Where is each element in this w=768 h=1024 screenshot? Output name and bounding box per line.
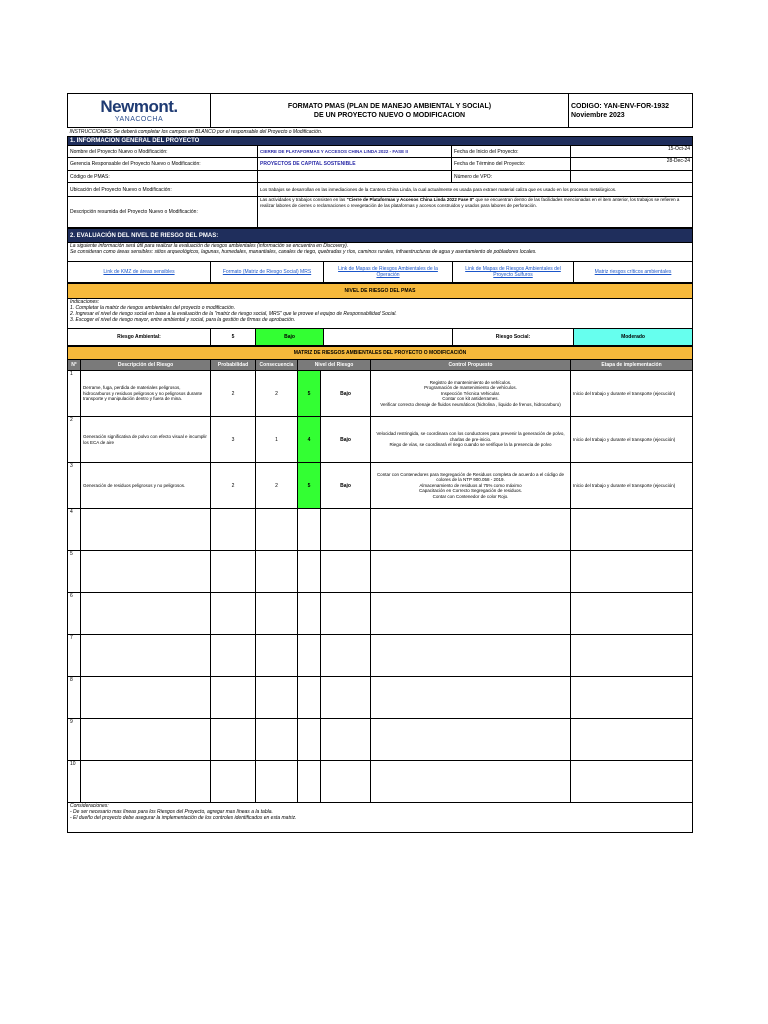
control-line: Programación de mantenimiento de vehículos. [424, 385, 517, 391]
risk-level-text: Bajo [321, 417, 371, 463]
ind-title: Indicaciones: [70, 299, 100, 305]
consequence-cell[interactable] [256, 761, 298, 803]
table-row [68, 593, 693, 635]
control-cell[interactable] [371, 463, 571, 509]
control-cell[interactable] [371, 761, 571, 803]
row-number: 8 [68, 677, 81, 719]
control-line: Registro de mantenimiento de vehículos. [429, 379, 512, 385]
table-row [68, 677, 693, 719]
env-risk-value[interactable]: 5 [211, 329, 256, 346]
col-stage: Etapa de implementación [571, 360, 693, 371]
description-pre: Las actividades y trabajos consisten en las [260, 197, 347, 202]
control-cell[interactable] [371, 635, 571, 677]
notes [68, 803, 693, 833]
section1-table [67, 128, 693, 228]
management-label: Gerencia Responsable del Proyecto Nuevo o Modificación: [68, 158, 258, 171]
risk-level-text[interactable] [321, 551, 371, 593]
location-label: Ubicación del Proyecto Nuevo o Modificación: [68, 183, 258, 197]
row-number: 10 [68, 761, 81, 803]
form-header [67, 93, 693, 128]
probability-cell[interactable] [211, 719, 256, 761]
col-description: Descripción del Riesgo [81, 360, 211, 371]
stage-cell[interactable] [571, 719, 693, 761]
control-line: Contar con Contenedores para Segregación de Residuos completa de acuerdo a el código de colores de la NTP 900.058 - 2019. [376, 471, 565, 483]
section2-title: 2. EVALUACIÓN DEL NIVEL DE RIESGO DEL PMAS: [68, 229, 693, 243]
info-line2: Se consideran como áreas sensibles: sitios arqueológicos, lagunas, humedales, manantiales, canales de riego, quebradas y ríos, caminos rurales, infraestructuras de agua y asentamiento de pobladores locales. [70, 249, 537, 255]
row-number: 5 [68, 551, 81, 593]
matrix-body [68, 371, 693, 803]
stage-cell[interactable]: Inicio del trabajo y durante el transporte (ejecución) [571, 463, 693, 509]
row-number: 4 [68, 509, 81, 551]
row-number: 1 [68, 371, 81, 417]
vpo-label: Número de VPO: [452, 171, 571, 183]
table-row [68, 719, 693, 761]
env-risk-label: Riesgo Ambiental: [68, 329, 211, 346]
risk-description[interactable] [81, 509, 211, 551]
stage-cell[interactable]: Inicio del trabajo y durante el transporte (ejecución) [571, 371, 693, 417]
control-line: Capacitación en Correcto Segregación de residuos. [418, 488, 523, 494]
code-date: Noviembre 2023 [571, 111, 625, 119]
title-line1: FORMATO PMAS (PLAN DE MANEJO AMBIENTAL Y SOCIAL) [287, 102, 492, 110]
section2-table [67, 228, 693, 283]
risk-level-text[interactable] [321, 593, 371, 635]
risk-level-table [67, 283, 693, 346]
management-value[interactable]: PROYECTOS DE CAPITAL SOSTENIBLE [258, 158, 452, 171]
env-risk-level: Bajo [256, 329, 324, 346]
risk-level-text: Bajo [321, 371, 371, 417]
code-text: CODIGO: YAN-ENV-FOR-1932 [571, 102, 670, 110]
control-line: Velocidad restringida, se coordinara con los conductores para prevenir la generación de polvo, charlas de pre-inicio. [376, 431, 565, 442]
vpo-value[interactable] [571, 171, 693, 183]
control-cell[interactable] [371, 417, 571, 463]
risk-description[interactable] [81, 593, 211, 635]
control-line: Contar con kit antiderrames. [442, 396, 499, 402]
risk-level-text[interactable] [321, 719, 371, 761]
location-value[interactable]: Los trabajos se desarrollan en las inmediaciones de la Cantera China Linda, la cual actualmente es usada para extraer material caliza que es usado en los procesos metalúrgicos. [258, 183, 693, 197]
link-operation-maps[interactable]: Link de Mapas de Riesgos Ambientales de la Operación [324, 262, 453, 283]
control-cell[interactable] [371, 509, 571, 551]
description-post: que se encuentran dentro de las facilidades mencionadas en el item anterior, los trabajos se refieren a realizar labores de cierres o reclamaciones o revegetación de las plataformas y accesos construidos y usados para labores de perforación. [260, 197, 680, 208]
consequence-cell[interactable] [256, 635, 298, 677]
probability-cell[interactable] [211, 593, 256, 635]
probability-cell[interactable]: 2 [211, 371, 256, 417]
stage-cell[interactable] [571, 635, 693, 677]
risk-description[interactable] [81, 677, 211, 719]
consequence-cell[interactable] [256, 509, 298, 551]
table-row [68, 371, 693, 417]
risk-level-text[interactable] [321, 509, 371, 551]
probability-cell[interactable]: 3 [211, 417, 256, 463]
row-number: 9 [68, 719, 81, 761]
control-line: Inspección Técnica Vehicular. [440, 390, 501, 396]
probability-cell[interactable]: 2 [211, 463, 256, 509]
risk-score-cell[interactable] [298, 551, 321, 593]
start-date-label: Fecha de Inicio del Proyecto: [452, 146, 571, 158]
control-cell[interactable] [371, 593, 571, 635]
row-number: 7 [68, 635, 81, 677]
link-critical-matrix[interactable]: Matriz riesgos críticos ambientales [574, 262, 693, 283]
table-row [68, 761, 693, 803]
stage-cell[interactable] [571, 593, 693, 635]
risk-matrix [67, 346, 693, 833]
notes-row [68, 803, 693, 833]
col-probability: Probabilidad [211, 360, 256, 371]
control-cell[interactable] [371, 371, 571, 417]
risk-level-text: Bajo [321, 463, 371, 509]
notes-title: Consideraciones: [70, 803, 109, 809]
consequence-cell[interactable]: 1 [256, 417, 298, 463]
ind-3: 3. Escoger el nivel de riesgo mayor, entre ambiental y social, para la gestión de firmas de aprobación. [70, 317, 296, 323]
description-value[interactable] [258, 197, 693, 228]
title-line2: DE UN PROYECTO NUEVO O MODIFICACION [313, 111, 466, 119]
ind-1: 1. Completar la matriz de riesgos ambientales del proyecto o modificación. [70, 305, 236, 311]
risk-score-cell[interactable] [298, 761, 321, 803]
consequence-cell[interactable]: 2 [256, 463, 298, 509]
consequence-cell[interactable] [256, 677, 298, 719]
col-risk-level: Nivel del Riesgo [298, 360, 371, 371]
note-1: - De ser necesario mas líneas para los Riesgos del Proyecto, agregar mas líneas a la tabla. [70, 809, 273, 815]
stage-cell[interactable] [571, 509, 693, 551]
control-line: Riego de vías, se coordinará el riego cuando se verifique la la presencia de polvo [389, 442, 552, 448]
table-row [68, 635, 693, 677]
control-line: Verificar correcto drenaje de fluidos neumáticos (hidrolina , liquido de frenos, hidrocarburo) [380, 401, 561, 407]
pmas-form [67, 93, 692, 833]
control-cell[interactable] [371, 677, 571, 719]
form-code [569, 94, 693, 128]
risk-score-cell[interactable] [298, 509, 321, 551]
description-bold: "Cierre de Plataformas y Accesos China Linda 2022 Fase II" [346, 197, 475, 202]
table-row [68, 551, 693, 593]
col-consequence: Consecuencia [256, 360, 298, 371]
section2-info [68, 243, 693, 262]
consequence-cell[interactable] [256, 551, 298, 593]
note-2: - El dueño del proyecto debe asegurar la implementación de los controles identificados en esta matriz. [70, 815, 297, 821]
risk-description[interactable] [81, 635, 211, 677]
consequence-cell[interactable] [256, 719, 298, 761]
section1-title: 1. INFORMACION GENERAL DEL PROYECTO [68, 137, 693, 146]
risk-description[interactable] [81, 761, 211, 803]
form-title [211, 94, 569, 128]
risk-description[interactable] [81, 719, 211, 761]
risk-level-title: NIVEL DE RIESGO DEL PMAS [68, 284, 693, 299]
pmas-code-label: Código de PMAS: [68, 171, 258, 183]
table-row [68, 463, 693, 509]
control-cell[interactable] [371, 551, 571, 593]
ind-2: 2. Ingresar el nivel de riesgo social en base a la evaluación de la "matriz de riesgo social, MRS" que le provee el equipo de Responsabilidad Social. [70, 311, 397, 317]
description-label: Descripción resumida del Proyecto Nuevo o Modificación: [68, 197, 258, 228]
risk-score-cell[interactable] [298, 593, 321, 635]
start-date-value[interactable]: 15-Oct-24 [571, 146, 693, 158]
stage-cell[interactable] [571, 677, 693, 719]
probability-cell[interactable] [211, 761, 256, 803]
project-name-label: Nombre del Proyecto Nuevo o Modificación: [68, 146, 258, 158]
table-row [68, 509, 693, 551]
row-number: 2 [68, 417, 81, 463]
risk-level-text[interactable] [321, 677, 371, 719]
risk-score-cell[interactable] [298, 719, 321, 761]
risk-score-cell: 5 [298, 371, 321, 417]
probability-cell[interactable] [211, 677, 256, 719]
social-risk-level[interactable]: Moderado [574, 329, 693, 346]
risk-description[interactable]: Generación de residuos peligrosos y no peligrosos. [81, 463, 211, 509]
social-risk-label: Riesgo Social: [453, 329, 574, 346]
blank-cell [324, 329, 453, 346]
control-cell[interactable] [371, 719, 571, 761]
col-control: Control Propuesto [371, 360, 571, 371]
matrix-title: MATRIZ DE RIESGOS AMBIENTALES DEL PROYECTO O MODIFICACIÓN [68, 347, 693, 360]
end-date-label: Fecha de Término del Proyecto: [452, 158, 571, 171]
col-number: N° [68, 360, 81, 371]
pmas-code-value[interactable] [258, 171, 452, 183]
control-line: Contar con Contenedor de color Rojo. [432, 493, 509, 499]
probability-cell[interactable] [211, 551, 256, 593]
risk-score-cell[interactable] [298, 677, 321, 719]
stage-cell[interactable] [571, 551, 693, 593]
risk-score-cell: 4 [298, 417, 321, 463]
probability-cell[interactable] [211, 509, 256, 551]
consequence-cell[interactable] [256, 593, 298, 635]
instructions: INSTRUCCIONES: Se deberá completar los campos en BLANCO por el responsable del Proyecto o Modificación. [69, 129, 323, 135]
link-kmz[interactable]: Link de KMZ de áreas sensibles [68, 262, 211, 283]
info-line1: La siguiente información será útil para realizar la evaluación de riesgos ambientales (información se encuentra en Discovery). [70, 243, 349, 249]
end-date-value[interactable]: 28-Dec-24 [571, 158, 693, 171]
consequence-cell[interactable]: 2 [256, 371, 298, 417]
risk-description[interactable]: Generación significativa de polvo con efecto visual e incumplir los ECA de aire [81, 417, 211, 463]
risk-level-text[interactable] [321, 635, 371, 677]
table-row [68, 417, 693, 463]
matrix-header-row [68, 360, 693, 371]
stage-cell[interactable]: Inicio del trabajo y durante el transporte (ejecución) [571, 417, 693, 463]
probability-cell[interactable] [211, 635, 256, 677]
logo-main: Newmont. [100, 97, 178, 116]
link-sulfuros-maps[interactable]: Link de Mapas de Riesgos Ambientales del Proyecto Sulfuros [453, 262, 574, 283]
control-line: Almacenamiento de residuos al 75% como máximo [419, 482, 522, 488]
indications [68, 299, 693, 329]
link-mrs[interactable]: Formato (Matriz de Riesgo Social) MRS [211, 262, 324, 283]
risk-score-cell: 5 [298, 463, 321, 509]
stage-cell[interactable] [571, 761, 693, 803]
risk-score-cell[interactable] [298, 635, 321, 677]
risk-level-text[interactable] [321, 761, 371, 803]
risk-description[interactable] [81, 551, 211, 593]
project-name-value[interactable]: CIERRE DE PLATAFORMAS Y ACCESOS CHINA LINDA 2022 - FASE II [258, 146, 452, 158]
risk-description[interactable]: Derrame, fuga, perdida de materiales peligrosos, hidrocarburos y residuos peligrosos y no peligrosos durante transporte y manipulación dentro y fuera de mina. [81, 371, 211, 417]
logo-sub: YANACOCHA [114, 116, 164, 123]
company-logo [68, 94, 211, 128]
row-number: 6 [68, 593, 81, 635]
row-number: 3 [68, 463, 81, 509]
